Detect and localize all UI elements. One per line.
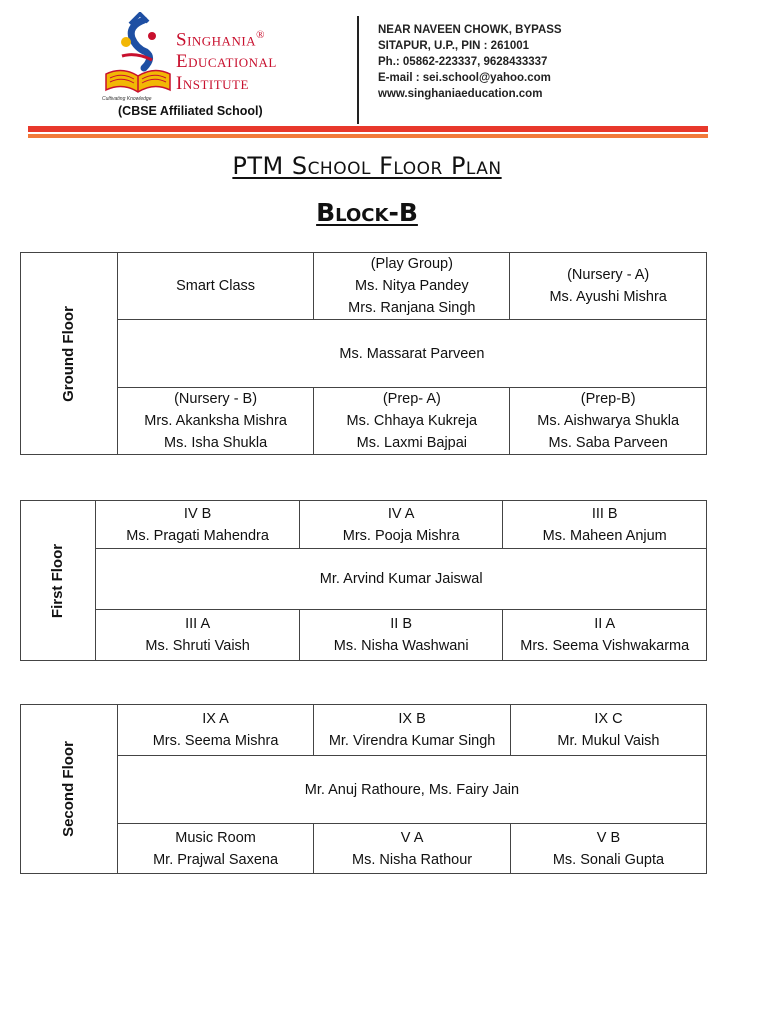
logo-emblem-icon <box>100 12 176 102</box>
room-label: V B <box>596 829 621 846</box>
teacher-name: Ms. Maheen Anjum <box>542 527 667 544</box>
teacher-name: Ms. Isha Shukla <box>163 435 268 451</box>
logo-tagline: Cultivating Knowledge <box>102 96 152 102</box>
table-row <box>21 756 707 824</box>
teacher-name: Ms. Pragati Mahendra <box>126 527 269 544</box>
teacher-name: Mr. Mukul Vaish <box>557 733 660 749</box>
affiliation-text: (CBSE Affiliated School) <box>118 104 263 118</box>
room-cell <box>117 824 313 874</box>
header-stripe-orange <box>28 134 708 138</box>
table-row <box>21 610 707 661</box>
room-label: V A <box>400 829 424 846</box>
room-cell <box>510 824 706 874</box>
room-label: (Prep- A) <box>382 391 441 407</box>
room-cell <box>503 501 707 549</box>
teacher-name: Ms. Nisha Rathour <box>352 851 473 868</box>
floor-table-second <box>20 704 707 874</box>
room-label: Music Room <box>175 829 256 846</box>
table-row <box>21 705 707 756</box>
floor-label-cell <box>21 705 118 874</box>
school-name: Singhania® Educational Institute <box>176 29 277 95</box>
room-label: IX B <box>398 711 426 727</box>
teacher-name: Ms. Aishwarya Shukla <box>537 413 680 429</box>
school-logo <box>100 12 350 122</box>
corridor-cell: Mr. Arvind Kumar Jaiswal <box>96 549 707 610</box>
room-label: II A <box>594 616 616 632</box>
room-cell <box>503 610 707 661</box>
table-row <box>21 549 707 610</box>
room-label: IX A <box>202 711 229 727</box>
room-label: III A <box>185 616 211 632</box>
room-cell <box>314 705 511 756</box>
floor-label: Ground Floor <box>59 305 77 402</box>
floor-label: First Floor <box>49 543 67 618</box>
letterhead <box>0 0 768 140</box>
teacher-name: Ms. Ayushi Mishra <box>549 289 667 305</box>
teacher-name: Ms. Shruti Vaish <box>145 638 250 654</box>
room-label: (Nursery - B) <box>174 391 258 407</box>
room-label: III B <box>591 505 618 522</box>
room-label: II B <box>390 616 413 632</box>
room-cell <box>299 501 503 549</box>
block-title: Block-B <box>316 198 418 227</box>
page-title: PTM School Floor Plan <box>232 152 502 180</box>
floor-label-cell <box>21 501 96 661</box>
teacher-name: Mr. Prajwal Saxena <box>153 851 279 868</box>
header-stripe-red <box>28 126 708 132</box>
phone-text: Ph.: 05862-223337, 9628433337 <box>378 56 548 68</box>
room-cell <box>510 705 706 756</box>
floor-label: Second Floor <box>59 741 77 837</box>
room-label: (Play Group) <box>370 256 453 272</box>
room-cell <box>96 501 300 549</box>
contact-block <box>378 22 562 102</box>
website-text: www.singhaniaeducation.com <box>378 88 543 100</box>
table-row <box>21 253 707 320</box>
teacher-name: Ms. Saba Parveen <box>548 435 668 451</box>
teacher-name: Ms. Sonali Gupta <box>552 851 665 868</box>
teacher-name: Ms. Laxmi Bajpai <box>356 435 468 451</box>
table-row <box>21 824 707 874</box>
teacher-name: Mrs. Pooja Mishra <box>342 527 460 544</box>
address-line-1: NEAR NAVEEN CHOWK, BYPASS <box>378 24 562 36</box>
teacher-name: Ms. Chhaya Kukreja <box>346 413 478 429</box>
room-label: IV B <box>183 505 212 522</box>
teacher-name: Mrs. Akanksha Mishra <box>144 413 287 429</box>
room-cell <box>510 388 707 455</box>
table-row <box>21 388 707 455</box>
header-divider <box>357 16 359 124</box>
address-line-2: SITAPUR, U.P., PIN : 261001 <box>378 40 530 52</box>
teacher-name: Ms. Nisha Washwani <box>333 638 469 654</box>
room-cell <box>117 253 313 320</box>
corridor-cell: Mr. Anuj Rathoure, Ms. Fairy Jain <box>117 756 706 824</box>
room-cell <box>510 253 707 320</box>
teacher-name: Mrs. Seema Mishra <box>152 733 279 749</box>
room-cell <box>117 705 313 756</box>
email-text: E-mail : sei.school@yahoo.com <box>378 72 551 84</box>
floor-table-ground <box>20 252 707 455</box>
room-cell <box>117 388 313 455</box>
room-label: IV A <box>387 505 415 522</box>
floor-table-first <box>20 500 707 661</box>
floor-label-cell <box>21 253 118 455</box>
room-cell <box>96 610 300 661</box>
room-label: (Nursery - A) <box>567 267 650 283</box>
teacher-name: Ms. Nitya Pandey <box>355 278 469 294</box>
teacher-name: Mr. Virendra Kumar Singh <box>328 733 496 749</box>
room-cell <box>314 388 510 455</box>
room-cell <box>314 824 511 874</box>
table-row <box>21 501 707 549</box>
table-row <box>21 320 707 388</box>
room-cell <box>299 610 503 661</box>
room-cell <box>314 253 510 320</box>
room-label: Smart Class <box>176 278 256 294</box>
room-label: (Prep-B) <box>580 391 636 407</box>
corridor-cell: Ms. Massarat Parveen <box>117 320 706 388</box>
teacher-name: Mrs. Seema Vishwakarma <box>520 638 690 654</box>
teacher-name: Mrs. Ranjana Singh <box>348 300 476 316</box>
room-label: IX C <box>594 711 623 727</box>
